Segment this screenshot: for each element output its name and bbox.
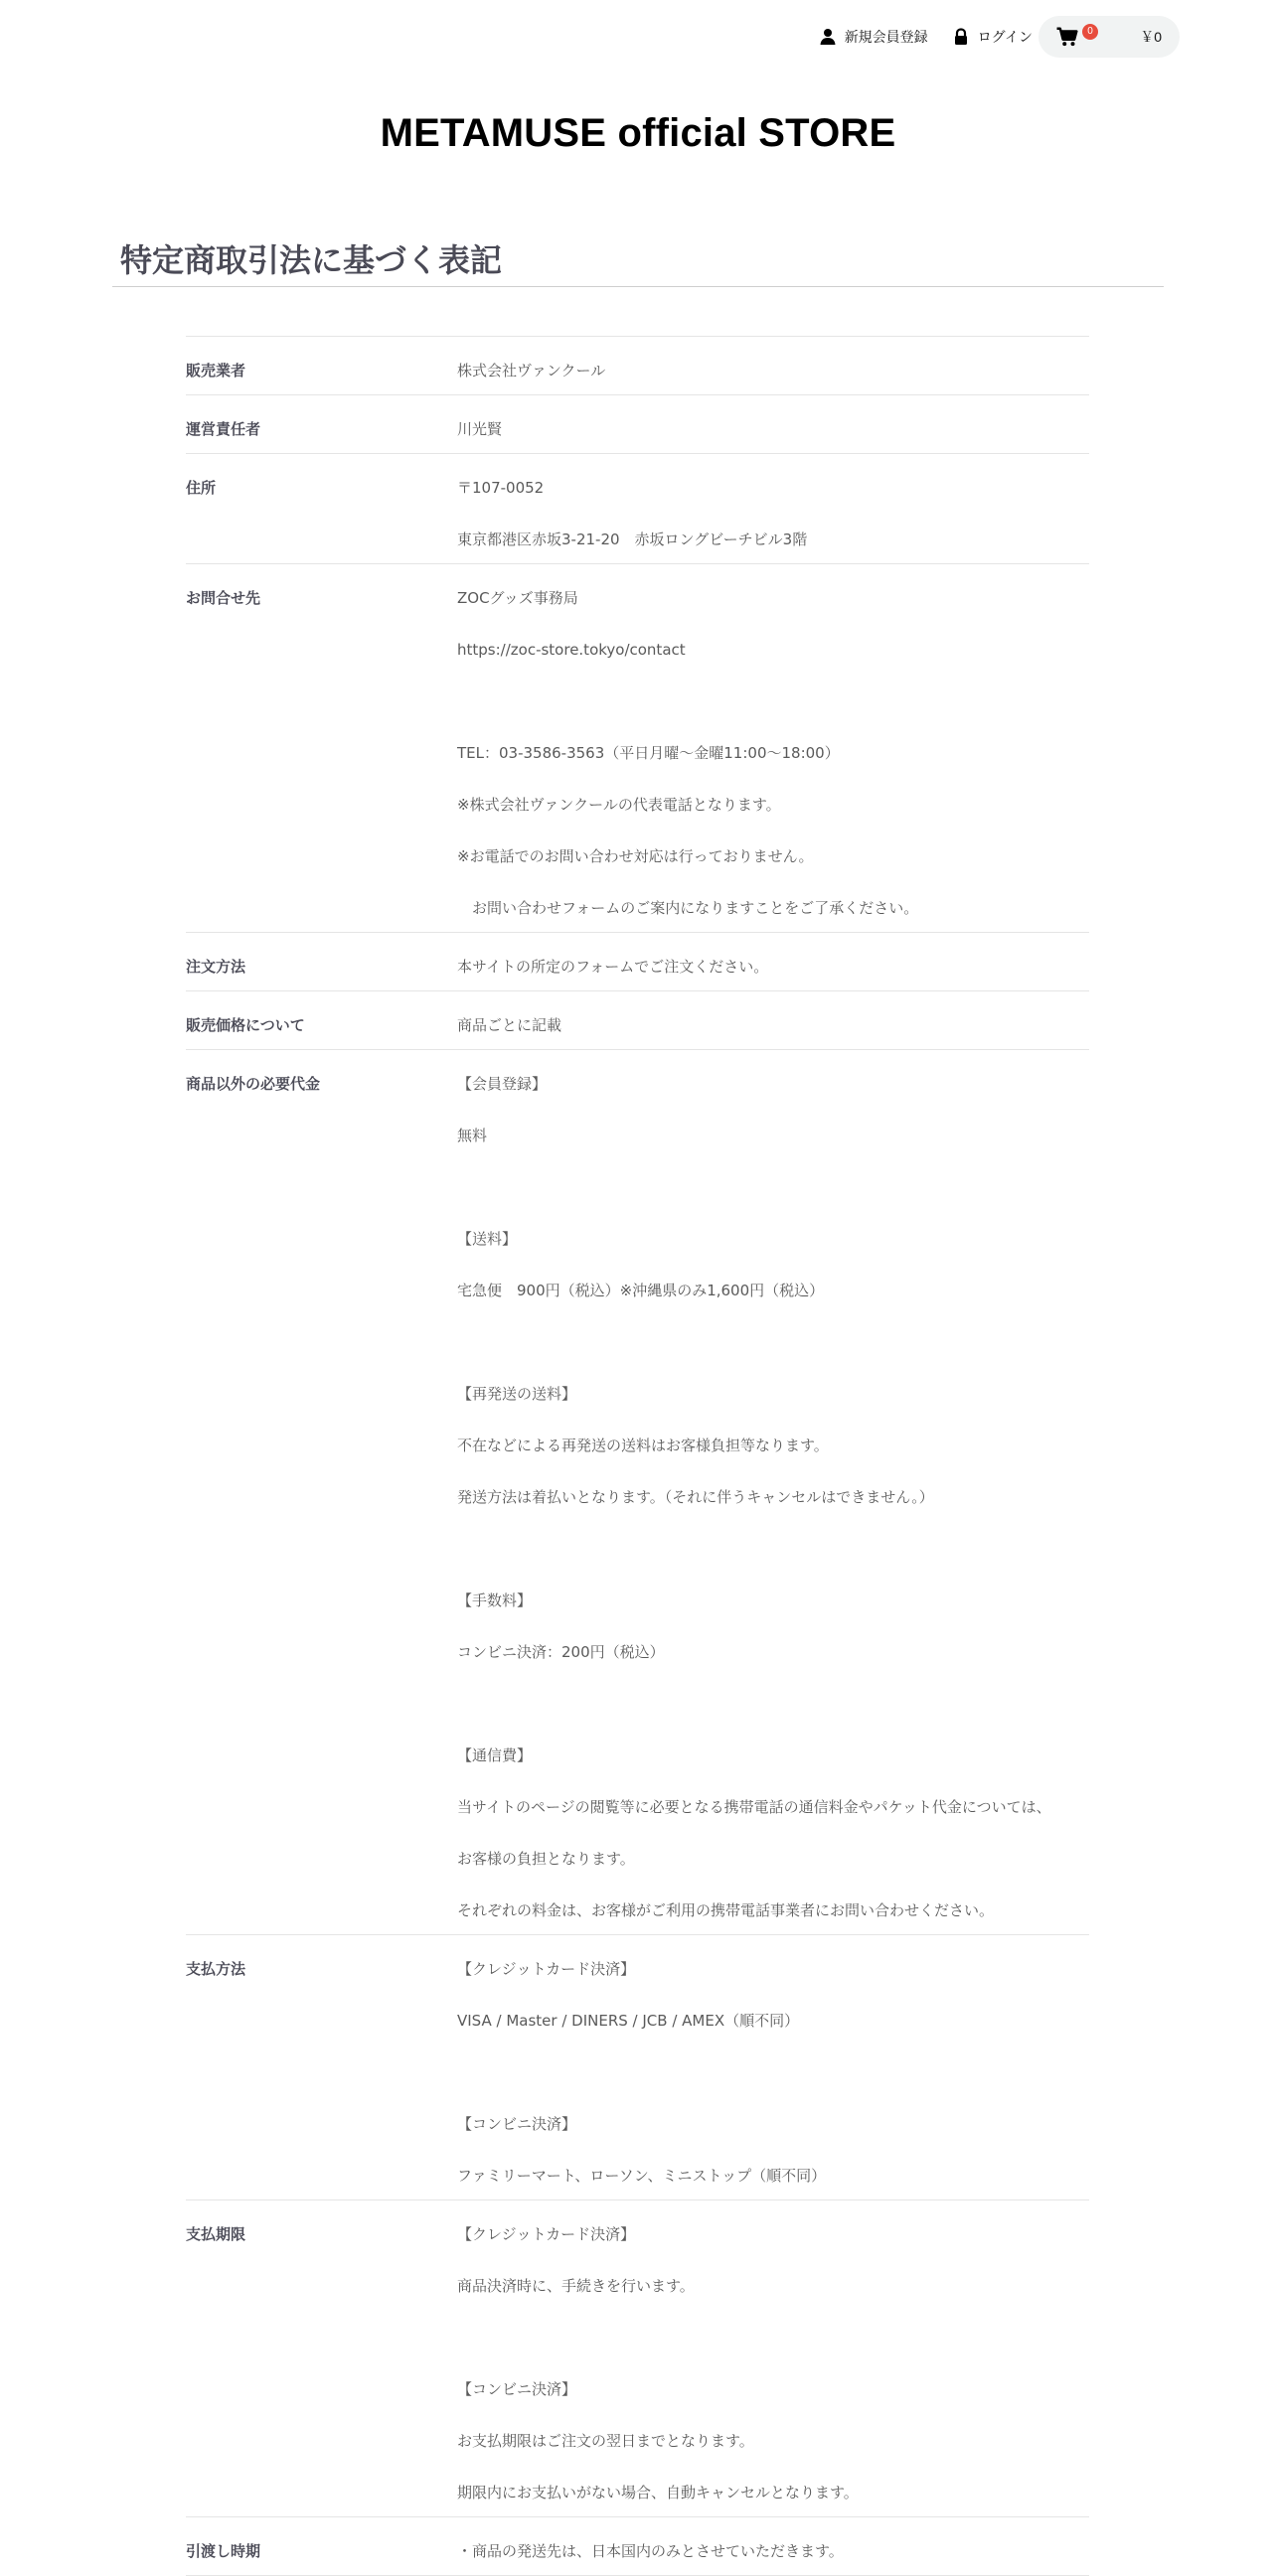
value-line: ※お電話でのお問い合わせ対応は行っておりません。 [457, 847, 814, 865]
login-label: ログイン [977, 30, 1033, 46]
value-line: 商品決済時に、手続きを行います。 [457, 2277, 695, 2295]
row-value [457, 2218, 1089, 2504]
top-navigation [819, 16, 1180, 58]
page-title: 特定商取引法に基づく表記 [120, 241, 503, 279]
value-line: ・商品の発送先は、日本国内のみとさせていただきます。 [457, 2542, 844, 2560]
register-link[interactable] [819, 27, 928, 47]
cart-total: ￥0 [1140, 29, 1162, 45]
lock-icon [952, 28, 970, 46]
value-line: 発送方法は着払いとなります。（それに伴うキャンセルはできません。） [457, 1488, 934, 1506]
table-row [186, 2517, 1089, 2576]
blank-line [457, 2056, 1089, 2084]
table-row [186, 933, 1089, 991]
value-line: 【コンビニ決済】 [457, 2115, 577, 2133]
value-line: 期限内にお支払いがない場合、自動キャンセルとなります。 [457, 2484, 859, 2501]
value-line: 【送料】 [457, 1230, 518, 1248]
row-label: 住所 [186, 479, 217, 497]
store-title[interactable]: METAMUSE official STORE [380, 111, 896, 155]
row-value [457, 413, 1089, 441]
row-label: 販売業者 [186, 362, 246, 379]
value-line: コンビニ決済：200円（税込） [457, 1643, 665, 1661]
blank-line [457, 1688, 1089, 1716]
cart-icon-wrapper [1056, 25, 1098, 49]
table-row [186, 337, 1089, 395]
value-line: お客様の負担となります。 [457, 1850, 635, 1868]
row-label: 支払方法 [186, 1960, 246, 1978]
value-line: 本サイトの所定のフォームでご注文ください。 [457, 958, 769, 976]
value-line: ZOCグッズ事務局 [457, 589, 578, 607]
value-line: 宅急便 900円（税込）※沖縄県のみ1,600円（税込） [457, 1282, 825, 1299]
register-label: 新規会員登録 [844, 30, 928, 46]
legal-info-table [186, 336, 1089, 2576]
value-line: 【コンビニ決済】 [457, 2380, 577, 2398]
value-line: 無料 [457, 1127, 488, 1144]
value-line: 【クレジットカード決済】 [457, 2225, 636, 2243]
value-line: それぞれの料金は、お客様がご利用の携帯電話事業者にお問い合わせください。 [457, 1901, 995, 1919]
value-line: 東京都港区赤坂3-21-20 赤坂ロングビーチビル3階 [457, 530, 808, 548]
value-line: 【会員登録】 [457, 1075, 548, 1093]
table-row [186, 1935, 1089, 2200]
cart-icon [1056, 27, 1078, 47]
row-value [457, 582, 1089, 920]
table-row [186, 991, 1089, 1050]
value-line: 【再発送の送料】 [457, 1385, 577, 1403]
row-label: 販売価格について [186, 1016, 305, 1034]
table-row [186, 395, 1089, 454]
row-value [457, 1009, 1089, 1037]
blank-line [457, 685, 1089, 713]
value-line: 不在などによる再発送の送料はお客様負担等なります。 [457, 1437, 829, 1454]
value-line: 【通信費】 [457, 1746, 533, 1764]
value-line: 株式会社ヴァンクール [457, 362, 606, 379]
row-value [457, 355, 1089, 382]
row-value [457, 2535, 1089, 2563]
user-icon [819, 28, 837, 46]
row-label: 商品以外の必要代金 [186, 1075, 321, 1093]
blank-line [457, 2322, 1089, 2349]
login-link[interactable] [952, 27, 1033, 47]
row-label: 運営責任者 [186, 420, 261, 438]
page-heading [112, 235, 1164, 287]
value-line: お支払期限はご注文の翌日までとなります。 [457, 2432, 754, 2450]
value-line: 当サイトのページの閲覧等に必要となる携帯電話の通信料金やパケット代金については、 [457, 1798, 1051, 1816]
row-value [457, 1953, 1089, 2188]
value-line: ファミリーマート、ローソン、ミニストップ（順不同） [457, 2167, 827, 2185]
blank-line [457, 1326, 1089, 1354]
table-row [186, 564, 1089, 933]
row-value [457, 472, 1089, 551]
value-line: お問い合わせフォームのご案内になりますことをご了承ください。 [457, 899, 919, 917]
value-line: TEL：03-3586-3563（平日月曜～金曜11:00～18:00） [457, 744, 840, 762]
cart-button[interactable] [1038, 16, 1180, 58]
row-value [457, 1068, 1089, 1922]
value-line: 川光賢 [457, 420, 503, 438]
cart-count-badge: 0 [1082, 24, 1098, 40]
value-line: 〒107-0052 [457, 479, 545, 497]
value-line: VISA / Master / DINERS / JCB / AMEX（順不同） [457, 2012, 800, 2030]
blank-line [457, 1171, 1089, 1199]
table-row [186, 2200, 1089, 2517]
row-label: 引渡し時期 [186, 2542, 261, 2560]
row-label: 注文方法 [186, 958, 246, 976]
row-label: 支払期限 [186, 2225, 246, 2243]
value-line: 商品ごとに記載 [457, 1016, 562, 1034]
row-label: お問合せ先 [186, 589, 261, 607]
table-row [186, 454, 1089, 564]
value-line: 【手数料】 [457, 1591, 533, 1609]
table-row [186, 1050, 1089, 1935]
row-value [457, 951, 1089, 979]
value-line: 【クレジットカード決済】 [457, 1960, 636, 1978]
blank-line [457, 1533, 1089, 1561]
value-line: https://zoc-store.tokyo/contact [457, 641, 686, 659]
value-line: ※株式会社ヴァンクールの代表電話となります。 [457, 796, 781, 814]
